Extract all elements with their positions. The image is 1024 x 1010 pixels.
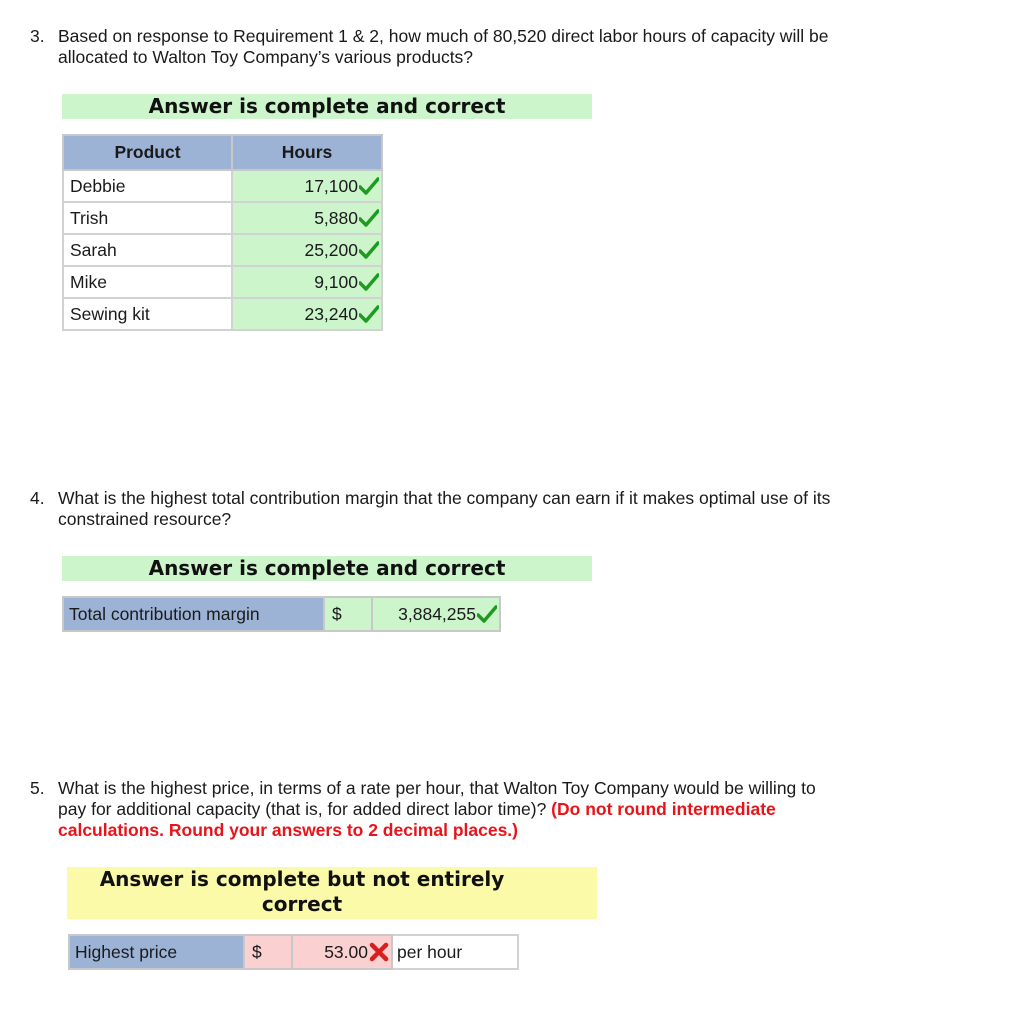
contribution-margin-input[interactable]	[373, 596, 501, 632]
cross-icon	[369, 942, 389, 962]
hours-column-header: Hours	[232, 135, 382, 170]
highest-price-value: 53.00	[324, 941, 368, 962]
q5-banner-line1: Answer is complete but not entirely	[99, 867, 505, 891]
hours-cell[interactable]	[232, 266, 382, 298]
question-4-number: 4.	[30, 488, 45, 508]
table-header-row	[63, 135, 382, 170]
question-5-text-line2a: pay for additional capacity (that is, for added direct labor time)?	[58, 799, 552, 819]
question-3	[30, 26, 970, 68]
question-5-number: 5.	[30, 778, 45, 798]
contribution-margin-row	[62, 596, 501, 632]
table-row	[63, 266, 382, 298]
question-4	[30, 488, 970, 530]
table-row	[63, 298, 382, 330]
check-icon	[477, 605, 497, 623]
contribution-margin-label: Total contribution margin	[62, 596, 325, 632]
hours-cell[interactable]	[232, 202, 382, 234]
highest-price-row	[68, 934, 519, 970]
hours-value: 5,880	[314, 207, 358, 228]
instruction-text: (Do not round intermediate	[551, 799, 776, 819]
hours-value: 23,240	[304, 303, 358, 324]
product-column-header: Product	[63, 135, 232, 170]
hours-cell[interactable]	[232, 298, 382, 330]
currency-symbol: $	[325, 596, 373, 632]
instruction-text-line3: calculations. Round your answers to 2 decimal places.)	[58, 820, 518, 840]
question-5	[30, 778, 970, 841]
hours-value: 25,200	[304, 239, 358, 260]
table-row	[63, 234, 382, 266]
contribution-margin-value: 3,884,255	[398, 603, 476, 624]
question-4-text-line2: constrained resource?	[58, 509, 232, 529]
check-icon	[359, 273, 379, 291]
question-3-text-line1: Based on response to Requirement 1 & 2, how much of 80,520 direct labor hours of capacity will be	[58, 26, 829, 46]
product-cell: Debbie	[63, 170, 232, 202]
q5-answer-banner	[67, 867, 597, 919]
highest-price-input[interactable]	[293, 934, 393, 970]
currency-symbol: $	[245, 934, 293, 970]
highest-price-label: Highest price	[68, 934, 245, 970]
table-row	[63, 170, 382, 202]
hours-cell[interactable]	[232, 234, 382, 266]
q5-banner-line2: correct	[261, 892, 343, 916]
table-row	[63, 202, 382, 234]
q3-answer-banner: Answer is complete and correct	[62, 94, 592, 119]
hours-table	[62, 134, 383, 331]
question-3-number: 3.	[30, 26, 45, 46]
hours-cell[interactable]	[232, 170, 382, 202]
product-cell: Sewing kit	[63, 298, 232, 330]
question-4-text-line1: What is the highest total contribution margin that the company can earn if it makes optimal use of its	[58, 488, 831, 508]
check-icon	[359, 241, 379, 259]
hours-value: 17,100	[304, 175, 358, 196]
question-3-text-line2: allocated to Walton Toy Company’s various products?	[58, 47, 474, 67]
question-5-text-line2	[58, 799, 970, 820]
product-cell: Mike	[63, 266, 232, 298]
check-icon	[359, 177, 379, 195]
product-cell: Trish	[63, 202, 232, 234]
hours-value: 9,100	[314, 271, 358, 292]
check-icon	[359, 209, 379, 227]
check-icon	[359, 305, 379, 323]
unit-label: per hour	[393, 934, 519, 970]
q4-answer-banner: Answer is complete and correct	[62, 556, 592, 581]
product-cell: Sarah	[63, 234, 232, 266]
question-5-text-line1: What is the highest price, in terms of a rate per hour, that Walton Toy Company would be willing to	[58, 778, 816, 798]
